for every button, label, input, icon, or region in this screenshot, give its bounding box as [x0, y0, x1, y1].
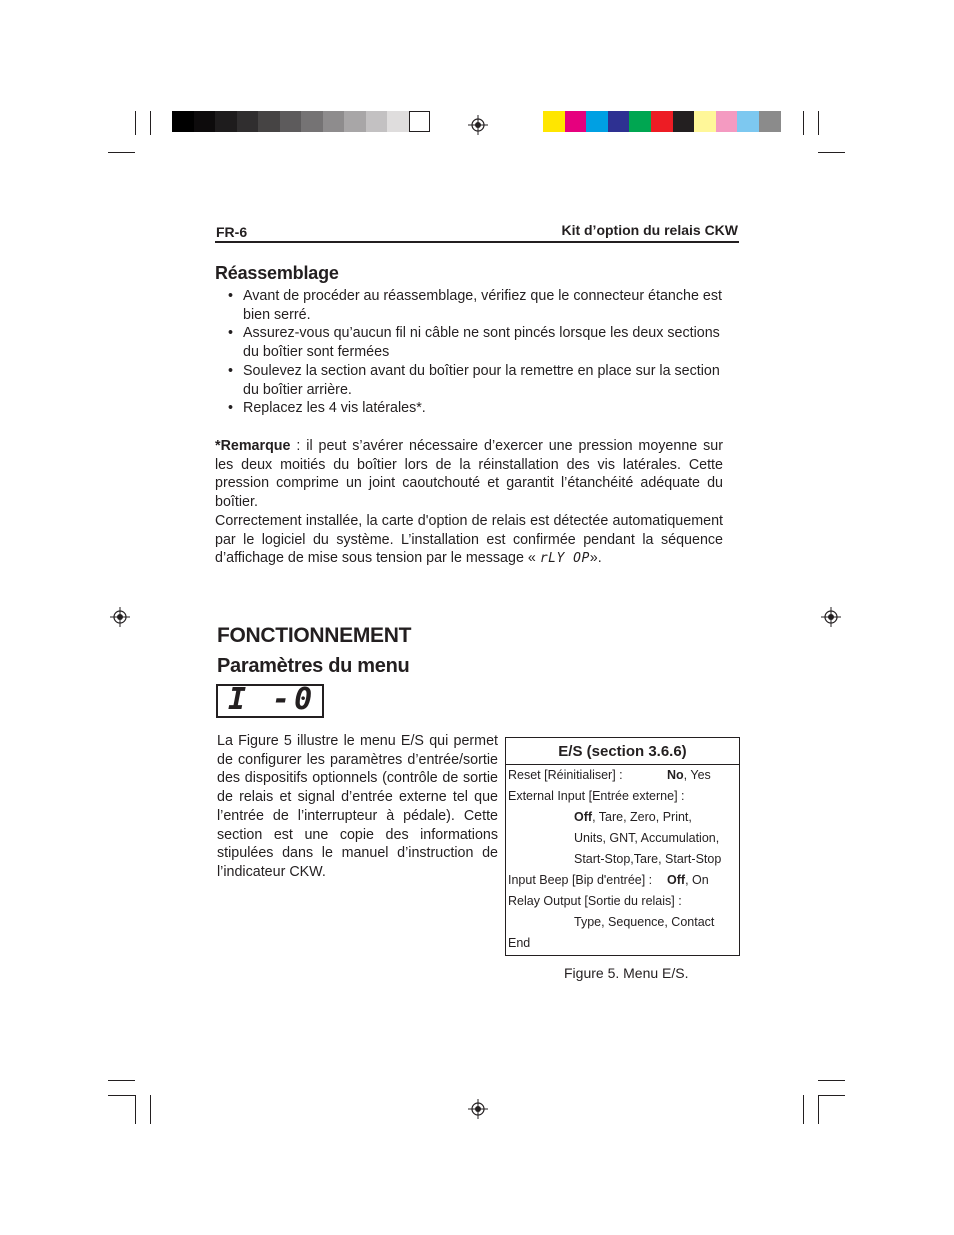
install-paragraph	[215, 512, 723, 569]
list-item	[228, 399, 723, 418]
color-swatch	[258, 111, 280, 132]
menu-option-list: Type, Sequence, Contact	[574, 915, 715, 929]
color-swatch	[673, 111, 695, 132]
color-swatch	[323, 111, 345, 132]
registration-mark-icon	[468, 115, 488, 135]
crop-mark	[803, 111, 804, 135]
color-swatch	[280, 111, 302, 132]
registration-mark-icon	[468, 1099, 488, 1119]
menu-description: La Figure 5 illustre le menu E/S qui permet de configurer les paramètres d’entrée/sortie des dispositifs optionnels (contrôle de sortie de relais et signal d’entrée externe tel que l’entrée de l’interrupteur à pédale). Cette section est une copie des informations stipulées dans le manuel d’instruction de l’indicateur CKW.	[217, 733, 498, 880]
color-swatch	[237, 111, 259, 132]
display-readout: I -0	[228, 682, 317, 717]
menu-relay-label: Relay Output [Sortie du relais] :	[508, 894, 682, 908]
crop-mark	[803, 1095, 804, 1124]
color-swatch	[387, 111, 409, 132]
header-rule	[215, 241, 739, 243]
menu-reset-label: Reset [Réinitialiser] :	[508, 768, 623, 782]
color-swatch	[716, 111, 738, 132]
list-item-text: Soulevez la section avant du boîtier pour la remettre en place sur la section du boîtier arrière.	[243, 362, 720, 398]
display-readout-box	[216, 684, 324, 718]
menu-beep-options	[667, 873, 709, 887]
note-text: : il peut s’avérer nécessaire d’exercer une pression moyenne sur les deux moitiés du boîtier lors de la réinstallation des vis latérales. Cette pression comprime un joint caoutchouté et garantit l’étanchéité adéquate du boîtier.	[215, 438, 723, 511]
menu-reset-options	[667, 768, 711, 782]
bullet-icon: •	[228, 288, 234, 304]
color-swatch	[172, 111, 194, 132]
crop-mark	[150, 111, 151, 135]
color-swatch	[608, 111, 630, 132]
menu-beep-label: Input Beep [Bip d'entrée] :	[508, 873, 653, 887]
figure-caption: Figure 5. Menu E/S.	[564, 965, 689, 981]
crop-mark	[818, 1095, 845, 1096]
note-paragraph	[215, 437, 723, 512]
menu-external-options	[574, 810, 692, 824]
menu-external-label: External Input [Entrée externe] :	[508, 789, 685, 803]
install-text: Correctement installée, la carte d'option de relais est détectée automatiquement par le logiciel du système. L’installation est confirmée pendant la séquence d’affichage de mise sous tension par le message «	[215, 513, 723, 567]
crop-mark	[135, 1095, 136, 1124]
color-swatch	[194, 111, 216, 132]
menu-title: E/S (section 3.6.6)	[506, 738, 739, 765]
menu-default-value: Off	[574, 810, 593, 824]
color-swatch	[409, 111, 431, 132]
page-number: FR-6	[216, 224, 248, 240]
page-title: FONCTIONNEMENT	[217, 624, 412, 647]
bullet-list	[228, 287, 723, 418]
color-swatch	[651, 111, 673, 132]
crop-mark	[150, 1095, 151, 1124]
color-swatch	[344, 111, 366, 132]
color-swatch	[759, 111, 781, 132]
crop-mark	[108, 1080, 135, 1081]
registration-mark-icon	[110, 607, 130, 627]
menu-option-list: , On	[685, 873, 709, 887]
color-swatch	[586, 111, 608, 132]
registration-mark-icon	[821, 607, 841, 627]
color-swatch	[694, 111, 716, 132]
color-swatch	[301, 111, 323, 132]
list-item	[228, 287, 723, 324]
crop-mark	[108, 152, 135, 153]
list-item-text: Assurez-vous qu’aucun fil ni câble ne sont pincés lorsque les deux sections du boîtier sont fermées	[243, 325, 720, 361]
color-swatch	[366, 111, 388, 132]
menu-option-list: , Yes	[683, 768, 711, 782]
section-heading: Réassemblage	[215, 263, 339, 283]
list-item-text: Avant de procéder au réassemblage, vérifiez que le connecteur étanche est bien serré.	[243, 288, 722, 323]
list-item	[228, 362, 723, 399]
display-code: rLY OP	[539, 551, 590, 567]
crop-mark	[818, 1080, 845, 1081]
menu-default-value: Off	[667, 873, 686, 887]
color-swatch	[215, 111, 237, 132]
crop-mark	[818, 1095, 819, 1124]
menu-option-list: Start-Stop,Tare, Start-Stop	[574, 852, 722, 866]
note-label: *Remarque	[215, 438, 291, 454]
menu-end: End	[508, 936, 531, 950]
menu-option-list: , Tare, Zero, Print,	[592, 810, 692, 824]
menu-figure	[505, 737, 740, 956]
crop-mark	[108, 1095, 135, 1096]
crop-mark	[818, 111, 819, 135]
menu-option-list: Units, GNT, Accumulation,	[574, 831, 720, 845]
list-item-text: Replacez les 4 vis latérales*.	[243, 400, 426, 417]
crop-mark	[135, 111, 136, 135]
color-swatch	[737, 111, 759, 132]
color-swatch	[629, 111, 651, 132]
running-title: Kit d’option du relais CKW	[561, 222, 738, 238]
color-swatch	[565, 111, 587, 132]
list-item	[228, 324, 723, 361]
color-swatch	[543, 111, 565, 132]
bullet-icon: •	[228, 362, 234, 379]
subsection-heading: Paramètres du menu	[217, 655, 410, 677]
bullet-icon: •	[228, 400, 234, 417]
crop-mark	[818, 152, 845, 153]
install-text-end: ».	[589, 550, 602, 567]
bullet-icon: •	[228, 325, 234, 342]
menu-default-value: No	[667, 768, 684, 782]
